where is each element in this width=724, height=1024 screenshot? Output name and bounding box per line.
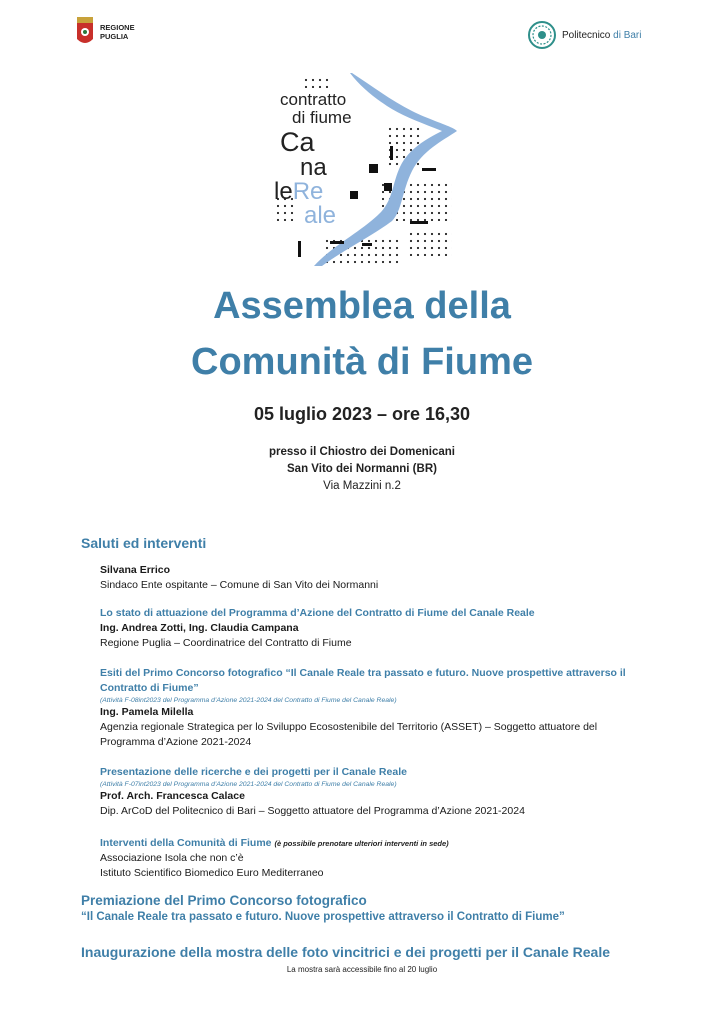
talk-topic: Interventi della Comunità di Fiume xyxy=(100,837,272,849)
program-item-5 xyxy=(100,836,660,881)
contratto-di-fiume-logo xyxy=(262,71,462,271)
talk-topic: Lo stato di attuazione del Programma d’Azione del Contratto di Fiume del Canale Reale xyxy=(100,607,535,619)
section-heading: Saluti ed interventi xyxy=(81,535,207,551)
talk-topic: Presentazione delle ricerche e dei progetti per il Canale Reale xyxy=(100,766,407,778)
talk-topic-line-2: Contratto di Fiume” xyxy=(100,682,199,694)
program-item-1 xyxy=(100,563,660,593)
politecnico-name: Politecnico xyxy=(562,29,611,41)
title-line-1: Assemblea della xyxy=(213,285,511,327)
participant-line-2: Istituto Scientifico Biomedico Euro Mediterraneo xyxy=(100,867,324,879)
venue xyxy=(0,444,724,495)
regione-puglia-crest-icon xyxy=(76,17,94,47)
venue-line-3: Via Mazzini n.2 xyxy=(323,480,401,492)
politecnico-logo xyxy=(528,21,642,49)
politecnico-seal-icon xyxy=(528,21,556,49)
title-line-2: Comunità di Fiume xyxy=(191,341,533,383)
logo-le: le xyxy=(274,178,293,205)
logo-line-lereale xyxy=(274,178,323,205)
program-item-3 xyxy=(100,666,680,750)
speaker-name: Ing. Andrea Zotti, Ing. Claudia Campana xyxy=(100,622,299,634)
logo-line-na: na xyxy=(300,154,327,181)
region-name-line2: PUGLIA xyxy=(100,32,129,41)
speaker-role: Regione Puglia – Coordinatrice del Contratto di Fiume xyxy=(100,637,352,649)
speaker-role-line-2: Programma d’Azione 2021-2024 xyxy=(100,736,252,748)
logo-line-ale: ale xyxy=(304,202,337,229)
venue-line-1: presso il Chiostro dei Domenicani xyxy=(269,446,455,458)
logo-line-contratto: contratto xyxy=(280,90,347,109)
activity-note: (Attività F-08int2023 del Programma d’Azione 2021-2024 del Contratto di Fiume del Canale Reale) xyxy=(100,697,397,704)
politecnico-city: di Bari xyxy=(613,29,642,41)
booking-note: (è possibile prenotare ulteriori interventi in sede) xyxy=(274,839,449,848)
inauguration-note: La mostra sarà accessibile fino al 20 luglio xyxy=(286,965,438,974)
logo-re: Re xyxy=(292,178,324,205)
speaker-name: Silvana Errico xyxy=(100,564,171,576)
program-item-2 xyxy=(100,606,660,651)
speaker-name: Ing. Pamela Milella xyxy=(100,706,194,718)
region-name-line1: REGIONE xyxy=(100,23,135,32)
talk-topic-line-1: Esiti del Primo Concorso fotografico “Il Canale Reale tra passato e futuro. Nuove prospettive attraverso il xyxy=(100,667,626,679)
award-heading: Premiazione del Primo Concorso fotografico xyxy=(81,893,367,908)
speaker-role: Dip. ArCoD del Politecnico di Bari – Soggetto attuatore del Programma d’Azione 2021-2024 xyxy=(100,805,525,817)
logo-line-ca: Ca xyxy=(280,127,315,157)
venue-line-2: San Vito dei Normanni (BR) xyxy=(287,463,437,475)
regione-puglia-logo xyxy=(76,17,135,47)
inauguration-heading: Inaugurazione della mostra delle foto vincitrici e dei progetti per il Canale Reale xyxy=(81,944,611,960)
program-item-4 xyxy=(100,765,660,819)
activity-note: (Attività F-07int2023 del Programma d’Azione 2021-2024 del Contratto di Fiume del Canale Reale) xyxy=(100,781,397,788)
participant-line-1: Associazione Isola che non c’è xyxy=(100,852,244,864)
event-date: 05 luglio 2023 – ore 16,30 xyxy=(253,404,471,424)
speaker-name: Prof. Arch. Francesca Calace xyxy=(100,790,245,802)
speaker-role-line-1: Agenzia regionale Strategica per lo Sviluppo Ecosostenibile del Territorio (ASSET) – Soggetto attuatore del xyxy=(100,721,598,733)
page-title xyxy=(0,278,724,390)
award-quote: “Il Canale Reale tra passato e futuro. Nuove prospettive attraverso il Contratto di Fiume” xyxy=(81,911,565,923)
speaker-role: Sindaco Ente ospitante – Comune di San Vito dei Normanni xyxy=(100,579,379,591)
logo-line-di-fiume: di fiume xyxy=(292,108,352,127)
